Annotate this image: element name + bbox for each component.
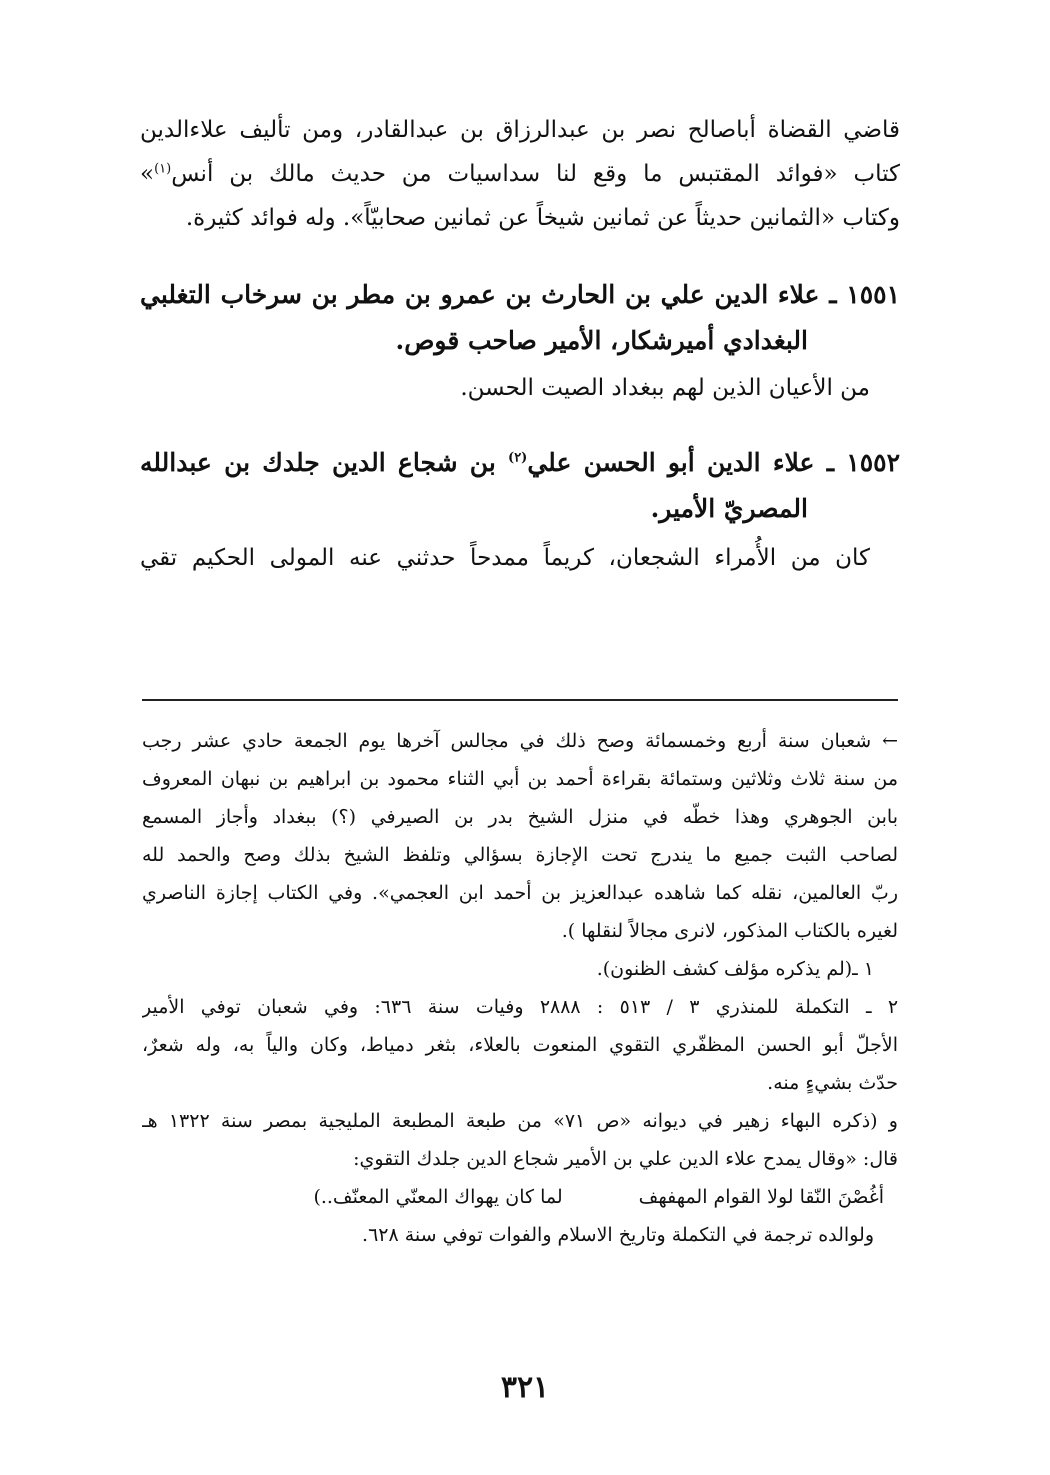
verse-hemistich-2: لما كان يهواك المعنّي المعنّف..) (313, 1186, 563, 1208)
page-number: ٣٢١ (500, 1370, 550, 1405)
footnote-ref-2: (٢) (508, 450, 528, 466)
footnote-cont-line-6: لغيره بالكتاب المذكور، لانرى مجالاً لنقلها ). (561, 920, 898, 942)
verse-hemistich-1: أغُصْنَ النّقا لولا القوام المهفهف (638, 1186, 884, 1208)
entry-1552-heading-cont: المصريّ الأمير. (650, 494, 808, 523)
footnote-2-cont-line-2: قال: «وقال يمدح علاء الدين علي بن الأمير شجاع الدين جلدك التقوي: (353, 1148, 898, 1170)
intro-line-3: وكتاب «الثمانين حديثاً عن ثمانين شيخاً عن ثمانين صحابيّاً». وله فوائد كثيرة. (185, 205, 900, 231)
footnotes (142, 722, 898, 1254)
footnote-cont-line-3: بابن الجوهري وهذا خطّه في منزل الشيخ بدر بن الصيرفي (؟) ببغداد وأجاز المسمع (142, 806, 898, 828)
entry-1552-body: كان من الأُمراء الشجعان، كريماً ممدحاً حدثني عنه المولى الحكيم تقي (140, 545, 870, 571)
entry-1552-heading (140, 440, 900, 486)
footnote-cont-line-4: لصاحب الثبت جميع ما يندرج تحت الإجازة بسؤالي وتلفظ الشيخ بذلك وصح والحمد لله (142, 844, 898, 866)
main-text (140, 108, 900, 580)
footnote-1: ١ ـ(لم يذكره مؤلف كشف الظنون). (596, 958, 874, 980)
footnote-2-line-3: حدّث بشيءٍ منه. (767, 1072, 898, 1094)
intro-line-2-end: » (140, 161, 155, 187)
footnote-2-cont-line-1: و (ذكره البهاء زهير في ديوانه «ص ٧١» من طبعة المطبعة المليجية بمصر سنة ١٣٢٢ هـ (142, 1110, 898, 1132)
footnote-ref-1: (١) (154, 161, 172, 177)
footnote-2-line-2: الأجلّ أبو الحسن المظفّري التقوي المنعوت بالعلاء، بثغر دمياط، وكان والياً به، وله شعرٌ، (142, 1034, 898, 1056)
footnote-last-line: ولوالده ترجمة في التكملة وتاريخ الاسلام والفوات توفي سنة ٦٢٨. (362, 1224, 874, 1246)
entry-1552-heading-a: ١٥٥٢ ـ علاء الدين أبو الحسن علي (527, 448, 900, 477)
footnote-separator (142, 699, 898, 701)
entry-1552 (140, 440, 900, 580)
entry-1552-heading-b: بن شجاع الدين جلدك بن عبدالله (140, 448, 509, 477)
footnote-cont-line-1: ← شعبان سنة أربع وخمسمائة وصح ذلك في مجالس آخرها يوم الجمعة حادي عشر رجب (142, 730, 898, 752)
intro-line-2 (140, 152, 900, 196)
footnote-cont-line-5: ربّ العالمين، نقله كما شاهده عبدالعزيز بن أحمد ابن العجمي». وفي الكتاب إجازة الناصري (142, 882, 898, 904)
entry-1551-body: من الأعيان الذين لهم ببغداد الصيت الحسن. (460, 375, 870, 401)
entry-1551-heading-cont: البغدادي أميرشكار، الأمير صاحب قوص. (395, 326, 808, 355)
intro-line-2-text: كتاب «فوائد المقتبس ما وقع لنا سداسيات من حديث مالك بن أنس (171, 161, 900, 187)
entry-1551 (140, 272, 900, 410)
intro-paragraph (140, 108, 900, 240)
footnote-cont-line-2: من سنة ثلاث وثلاثين وستمائة بقراءة أحمد بن أبي الثناء محمود بن ابراهيم بن نبهان المعروف (142, 768, 898, 790)
intro-line-1: قاضي القضاة أباصالح نصر بن عبدالرزاق بن عبدالقادر، ومن تأليف علاءالدين (140, 117, 900, 143)
verse-line (142, 1178, 898, 1216)
entry-1551-heading: ١٥٥١ ـ علاء الدين علي بن الحارث بن عمرو بن مطر بن سرخاب التغلبي (140, 280, 900, 309)
footnote-2-line-1: ٢ ـ التكملة للمنذري ٣ / ٥١٣ : ٢٨٨٨ وفيات سنة ٦٣٦: وفي شعبان توفي الأمير (142, 996, 898, 1018)
